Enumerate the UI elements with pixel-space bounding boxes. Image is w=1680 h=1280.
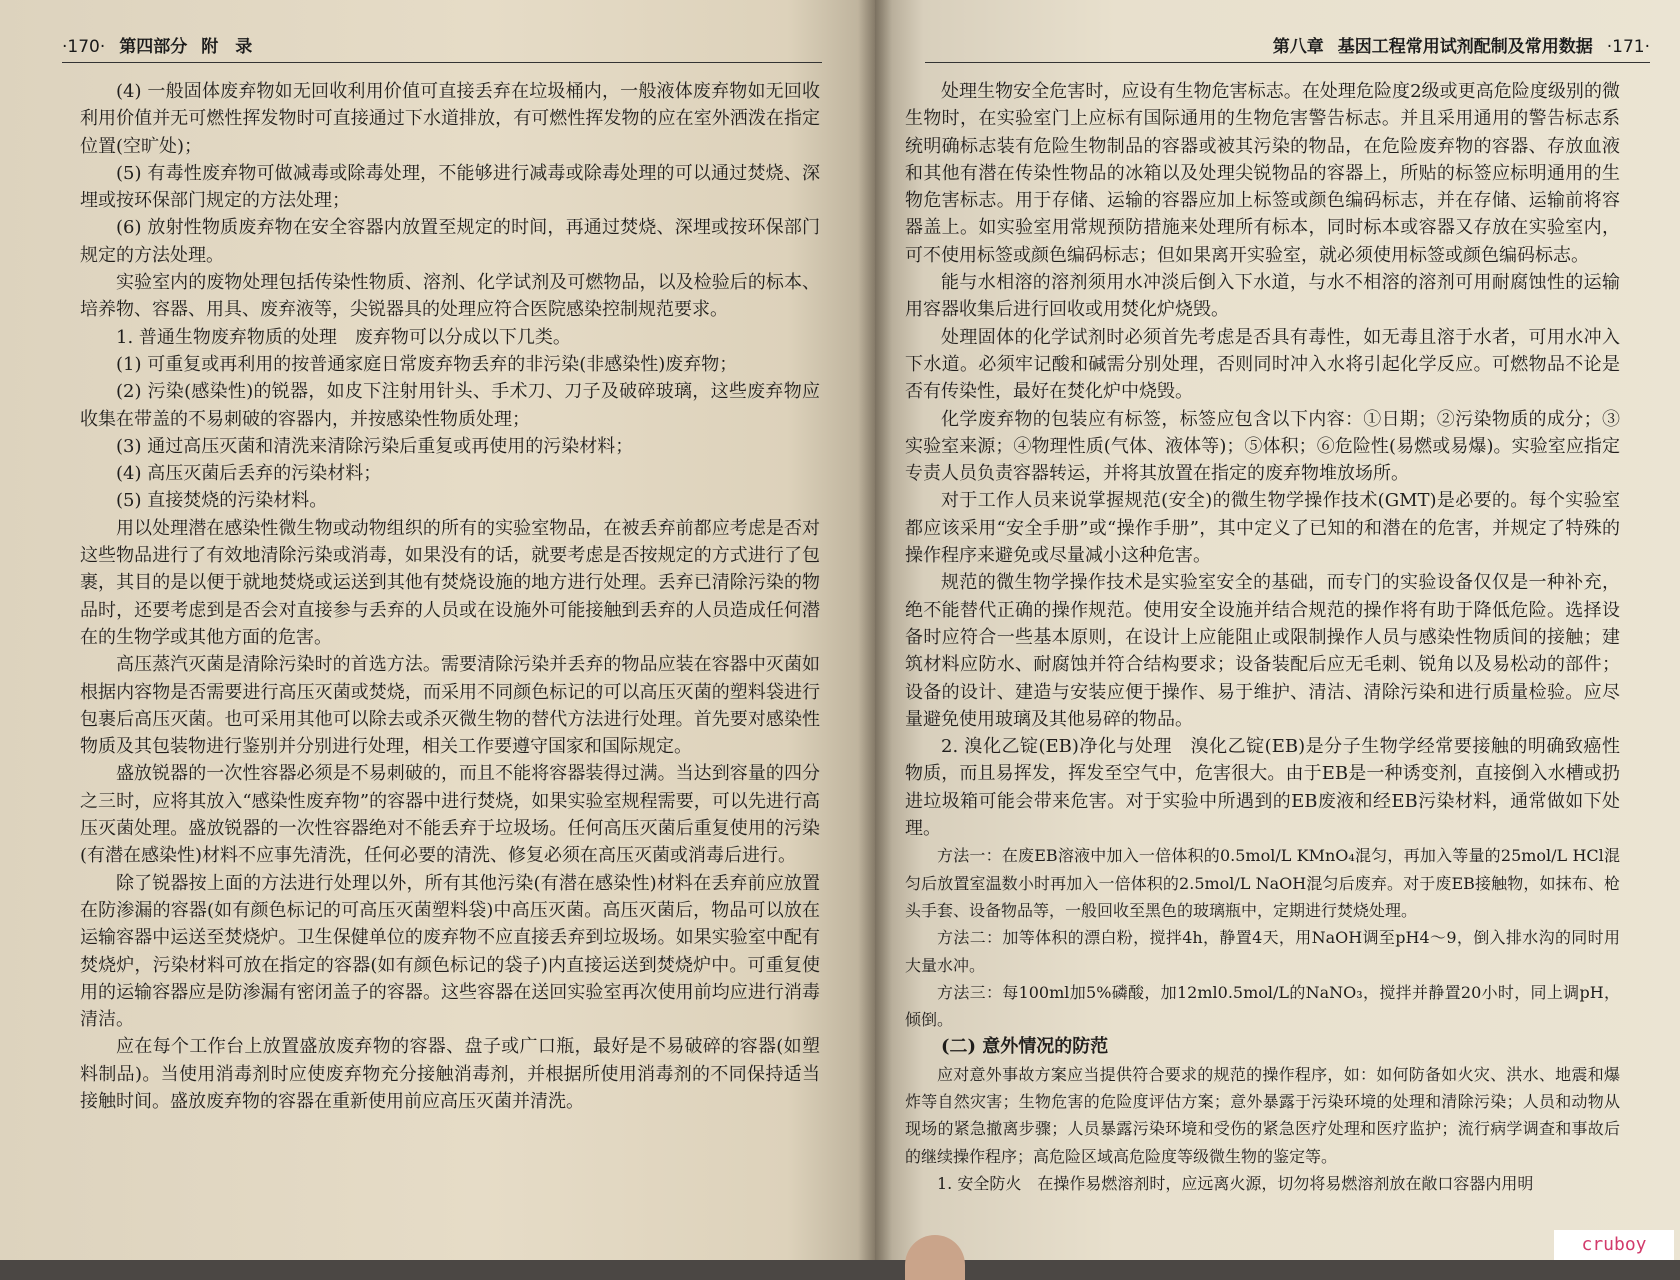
left-page-title: 附 录 — [201, 37, 253, 57]
section-heading: (二) 意外情况的防范 — [941, 1036, 1109, 1058]
right-page-chapter: 第八章 — [1272, 37, 1324, 57]
paragraph: (1) 可重复或再利用的按普通家庭日常废弃物丢弃的非污染(非感染性)废弃物； — [116, 353, 738, 375]
right-page-header — [925, 32, 1650, 63]
book-gutter — [858, 0, 892, 1260]
paragraph: 处理固体的化学试剂时必须首先考虑是否具有毒性，如无毒且溶于水者，可用水冲入下水道。必须牢记酸和碱需分别处理，否则同时冲入水将引起化学反应。可燃物品不论是否有传染性，最好在焚化炉中烧毁。 — [905, 326, 1620, 403]
paragraph: (5) 有毒性废弃物可做减毒或除毒处理，不能够进行减毒或除毒处理的可以通过焚烧、深埋或按环保部门规定的方法处理； — [80, 162, 820, 212]
left-page-section: 第四部分 — [119, 37, 188, 57]
right-page-body — [905, 78, 1620, 1197]
paragraph: (4) 高压灭菌后丢弃的污染材料； — [116, 463, 382, 485]
paragraph: 应在每个工作台上放置盛放废弃物的容器、盘子或广口瓶，最好是不易破碎的容器(如塑料制品)。当使用消毒剂时应使废弃物充分接触消毒剂，并根据所使用消毒剂的不同保持适当接触时间。盛放废弃物的容器在重新使用前应高压灭菌并清洗。 — [80, 1036, 820, 1112]
paragraph: 2. 溴化乙锭(EB)净化与处理 溴化乙锭(EB)是分子生物学经常要接触的明确致癌性物质，而且易挥发，挥发至空气中，危害很大。由于EB是一种诱变剂，直接倒入水槽或扔进垃圾箱可能会带来危害。对于实验中所遇到的EB废液和经EB污染材料，通常做如下处理。 — [905, 736, 1620, 840]
left-page-number: ·170· — [62, 37, 106, 57]
left-page-body — [80, 78, 820, 1115]
paragraph: (4) 一般固体废弃物如无回收利用价值可直接丢弃在垃圾桶内，一般液体废弃物如无回收利用价值并无可燃性挥发物时可直接通过下水道排放，有可燃性挥发物的应在室外洒泼在指定位置(空旷处)； — [80, 81, 820, 157]
paragraph: (6) 放射性物质废弃物在安全容器内放置至规定的时间，再通过焚烧、深埋或按环保部门规定的方法处理。 — [80, 217, 820, 266]
paragraph: 高压蒸汽灭菌是清除污染时的首选方法。需要清除污染并丢弃的物品应装在容器中灭菌如根据内容物是否需要进行高压灭菌或焚烧，而采用不同颜色标记的可以高压灭菌的塑料袋进行包裹后高压灭菌。也可采用其他可以除去或杀灭微生物的替代方法进行处理。首先要对感染性物质及其包装物进行鉴别并分别进行处理，相关工作要遵守国家和国际规定。 — [80, 654, 820, 758]
paragraph: 1. 普通生物废弃物质的处理 废弃物可以分成以下几类。 — [116, 326, 571, 348]
paragraph: (3) 通过高压灭菌和清洗来清除污染后重复或再使用的污染材料； — [116, 435, 634, 457]
paragraph: (5) 直接焚烧的污染材料。 — [116, 490, 328, 512]
paragraph: 处理生物安全危害时，应设有生物危害标志。在处理危险度2级或更高危险度级别的微生物时，在实验室门上应标有国际通用的生物危害警告标志。并且采用通用的警告标志系统明确标志装有危险生物制品的容器或被其污染的物品，在危险废弃物的容器、存放血液和其他有潜在传染性物品的冰箱以及处理尖锐物品的容器上，所贴的标签应标明通用的生物危害标志。用于存储、运输的容器应加上标签或颜色编码标志，并在存储、运输前将容器盖上。如实验室用常规预防措施来处理所有标本，同时标本或容器又存放在实验室内，可不使用标签或颜色编码标志；但如果离开实验室，就必须使用标签或颜色编码标志。 — [905, 81, 1620, 266]
paragraph: 规范的微生物学操作技术是实验室安全的基础，而专门的实验设备仅仅是一种补充，绝不能替代正确的操作规范。使用安全设施并结合规范的操作将有助于降低危险。选择设备时应符合一些基本原则，在设计上应能阻止或限制操作人员与感染性物质间的接触；建筑材料应防水、耐腐蚀并符合结构要求；设备装配后应无毛刺、锐角以及易松动的部件；设备的设计、建造与安装应便于操作、易于维护、清洁、清除污染和进行质量检验。应尽量避免使用玻璃及其他易碎的物品。 — [905, 572, 1620, 730]
right-page-title: 基因工程常用试剂配制及常用数据 — [1337, 37, 1593, 57]
paragraph: 方法三：每100ml加5%磷酸，加12ml0.5mol/L的NaNO₃，搅拌并静置20小时，同上调pH，倾倒。 — [905, 982, 1620, 1030]
paragraph: 实验室内的废物处理包括传染性物质、溶剂、化学试剂及可燃物品，以及检验后的标本、培养物、容器、用具、废弃液等，尖锐器具的处理应符合医院感染控制规范要求。 — [80, 272, 820, 321]
paragraph: (2) 污染(感染性)的锐器，如皮下注射用针头、手术刀、刀子及破碎玻璃，这些废弃物应收集在带盖的不易刺破的容器内，并按感染性物质处理； — [80, 381, 820, 430]
paragraph: 应对意外事故方案应当提供符合要求的规范的操作程序，如：如何防备如火灾、洪水、地震和爆炸等自然灾害；生物危害的危险度评估方案；意外暴露于污染环境的处理和清除污染；人员和动物从现场的紧急撤离步骤；人员暴露污染环境和受伤的紧急医疗处理和医疗监护；流行病学调查和事故后的继续操作程序；高危险区域高危险度等级微生物的鉴定等。 — [905, 1064, 1620, 1166]
paragraph: 方法二：加等体积的漂白粉，搅拌4h，静置4天，用NaOH调至pH4～9，倒入排水沟的同时用大量水冲。 — [905, 928, 1620, 975]
paragraph: 方法一：在废EB溶液中加入一倍体积的0.5mol/L KMnO₄混匀，再加入等量的25mol/L HCl混匀后放置室温数小时再加入一倍体积的2.5mol/L NaOH混匀后废弃。对于废EB接触物，如抹布、枪头手套、设备物品等，一般回收至黑色的玻璃瓶中，定期进行焚烧处理。 — [905, 846, 1620, 920]
left-page-header — [62, 32, 822, 63]
paragraph: 盛放锐器的一次性容器必须是不易刺破的，而且不能将容器装得过满。当达到容量的四分之三时，应将其放入“感染性废弃物”的容器中进行焚烧，如果实验室规程需要，可以先进行高压灭菌处理。盛放锐器的一次性容器绝对不能丢弃于垃圾场。任何高压灭菌后重复使用的污染(有潜在感染性)材料不应事先清洗，任何必要的清洗、修复必须在高压灭菌或消毒后进行。 — [80, 763, 820, 867]
paragraph: 用以处理潜在感染性微生物或动物组织的所有的实验室物品，在被丢弃前都应考虑是否对这些物品进行了有效地清除污染或消毒，如果没有的话，就要考虑是否按规定的方式进行了包裹，其目的是以便于就地焚烧或运送到其他有焚烧设施的地方进行处理。丢弃已清除污染的物品时，还要考虑到是否会对直接参与丢弃的人员或在设施外可能接触到丢弃的人员造成任何潜在的生物学或其他方面的危害。 — [80, 517, 820, 648]
paragraph: 除了锐器按上面的方法进行处理以外，所有其他污染(有潜在感染性)材料在丢弃前应放置在防渗漏的容器(如有颜色标记的可高压灭菌塑料袋)中高压灭菌。高压灭菌后，物品可以放在运输容器中运送至焚烧炉。卫生保健单位的废弃物不应直接丢弃到垃圾场。如果实验室中配有焚烧炉，污染材料可放在指定的容器(如有颜色标记的袋子)内直接运送到焚烧炉中。可重复使用的运输容器应是防渗漏有密闭盖子的容器。这些容器在送回实验室再次使用前均应进行消毒清洁。 — [80, 872, 820, 1031]
paragraph: 能与水相溶的溶剂须用水冲淡后倒入下水道，与水不相溶的溶剂可用耐腐蚀性的运输用容器收集后进行回收或用焚化炉烧毁。 — [905, 272, 1620, 321]
paragraph: 对于工作人员来说掌握规范(安全)的微生物学操作技术(GMT)是必要的。每个实验室都应该采用“安全手册”或“操作手册”，其中定义了已知的和潜在的危害，并规定了特殊的操作程序来避免或尽量减小这种危害。 — [905, 490, 1620, 567]
right-page-number: ·171· — [1606, 37, 1650, 57]
paragraph: 化学废弃物的包装应有标签，标签应包含以下内容：①日期；②污染物质的成分；③实验室来源；④物理性质(气体、液体等)；⑤体积；⑥危险性(易燃或易爆)。实验室应指定专责人员负责容器转运，并将其放置在指定的废弃物堆放场所。 — [905, 408, 1620, 485]
watermark: cruboy — [1554, 1230, 1674, 1260]
paragraph: 1. 安全防火 在操作易燃溶剂时，应远离火源，切勿将易燃溶剂放在敞口容器内用明 — [937, 1173, 1534, 1193]
